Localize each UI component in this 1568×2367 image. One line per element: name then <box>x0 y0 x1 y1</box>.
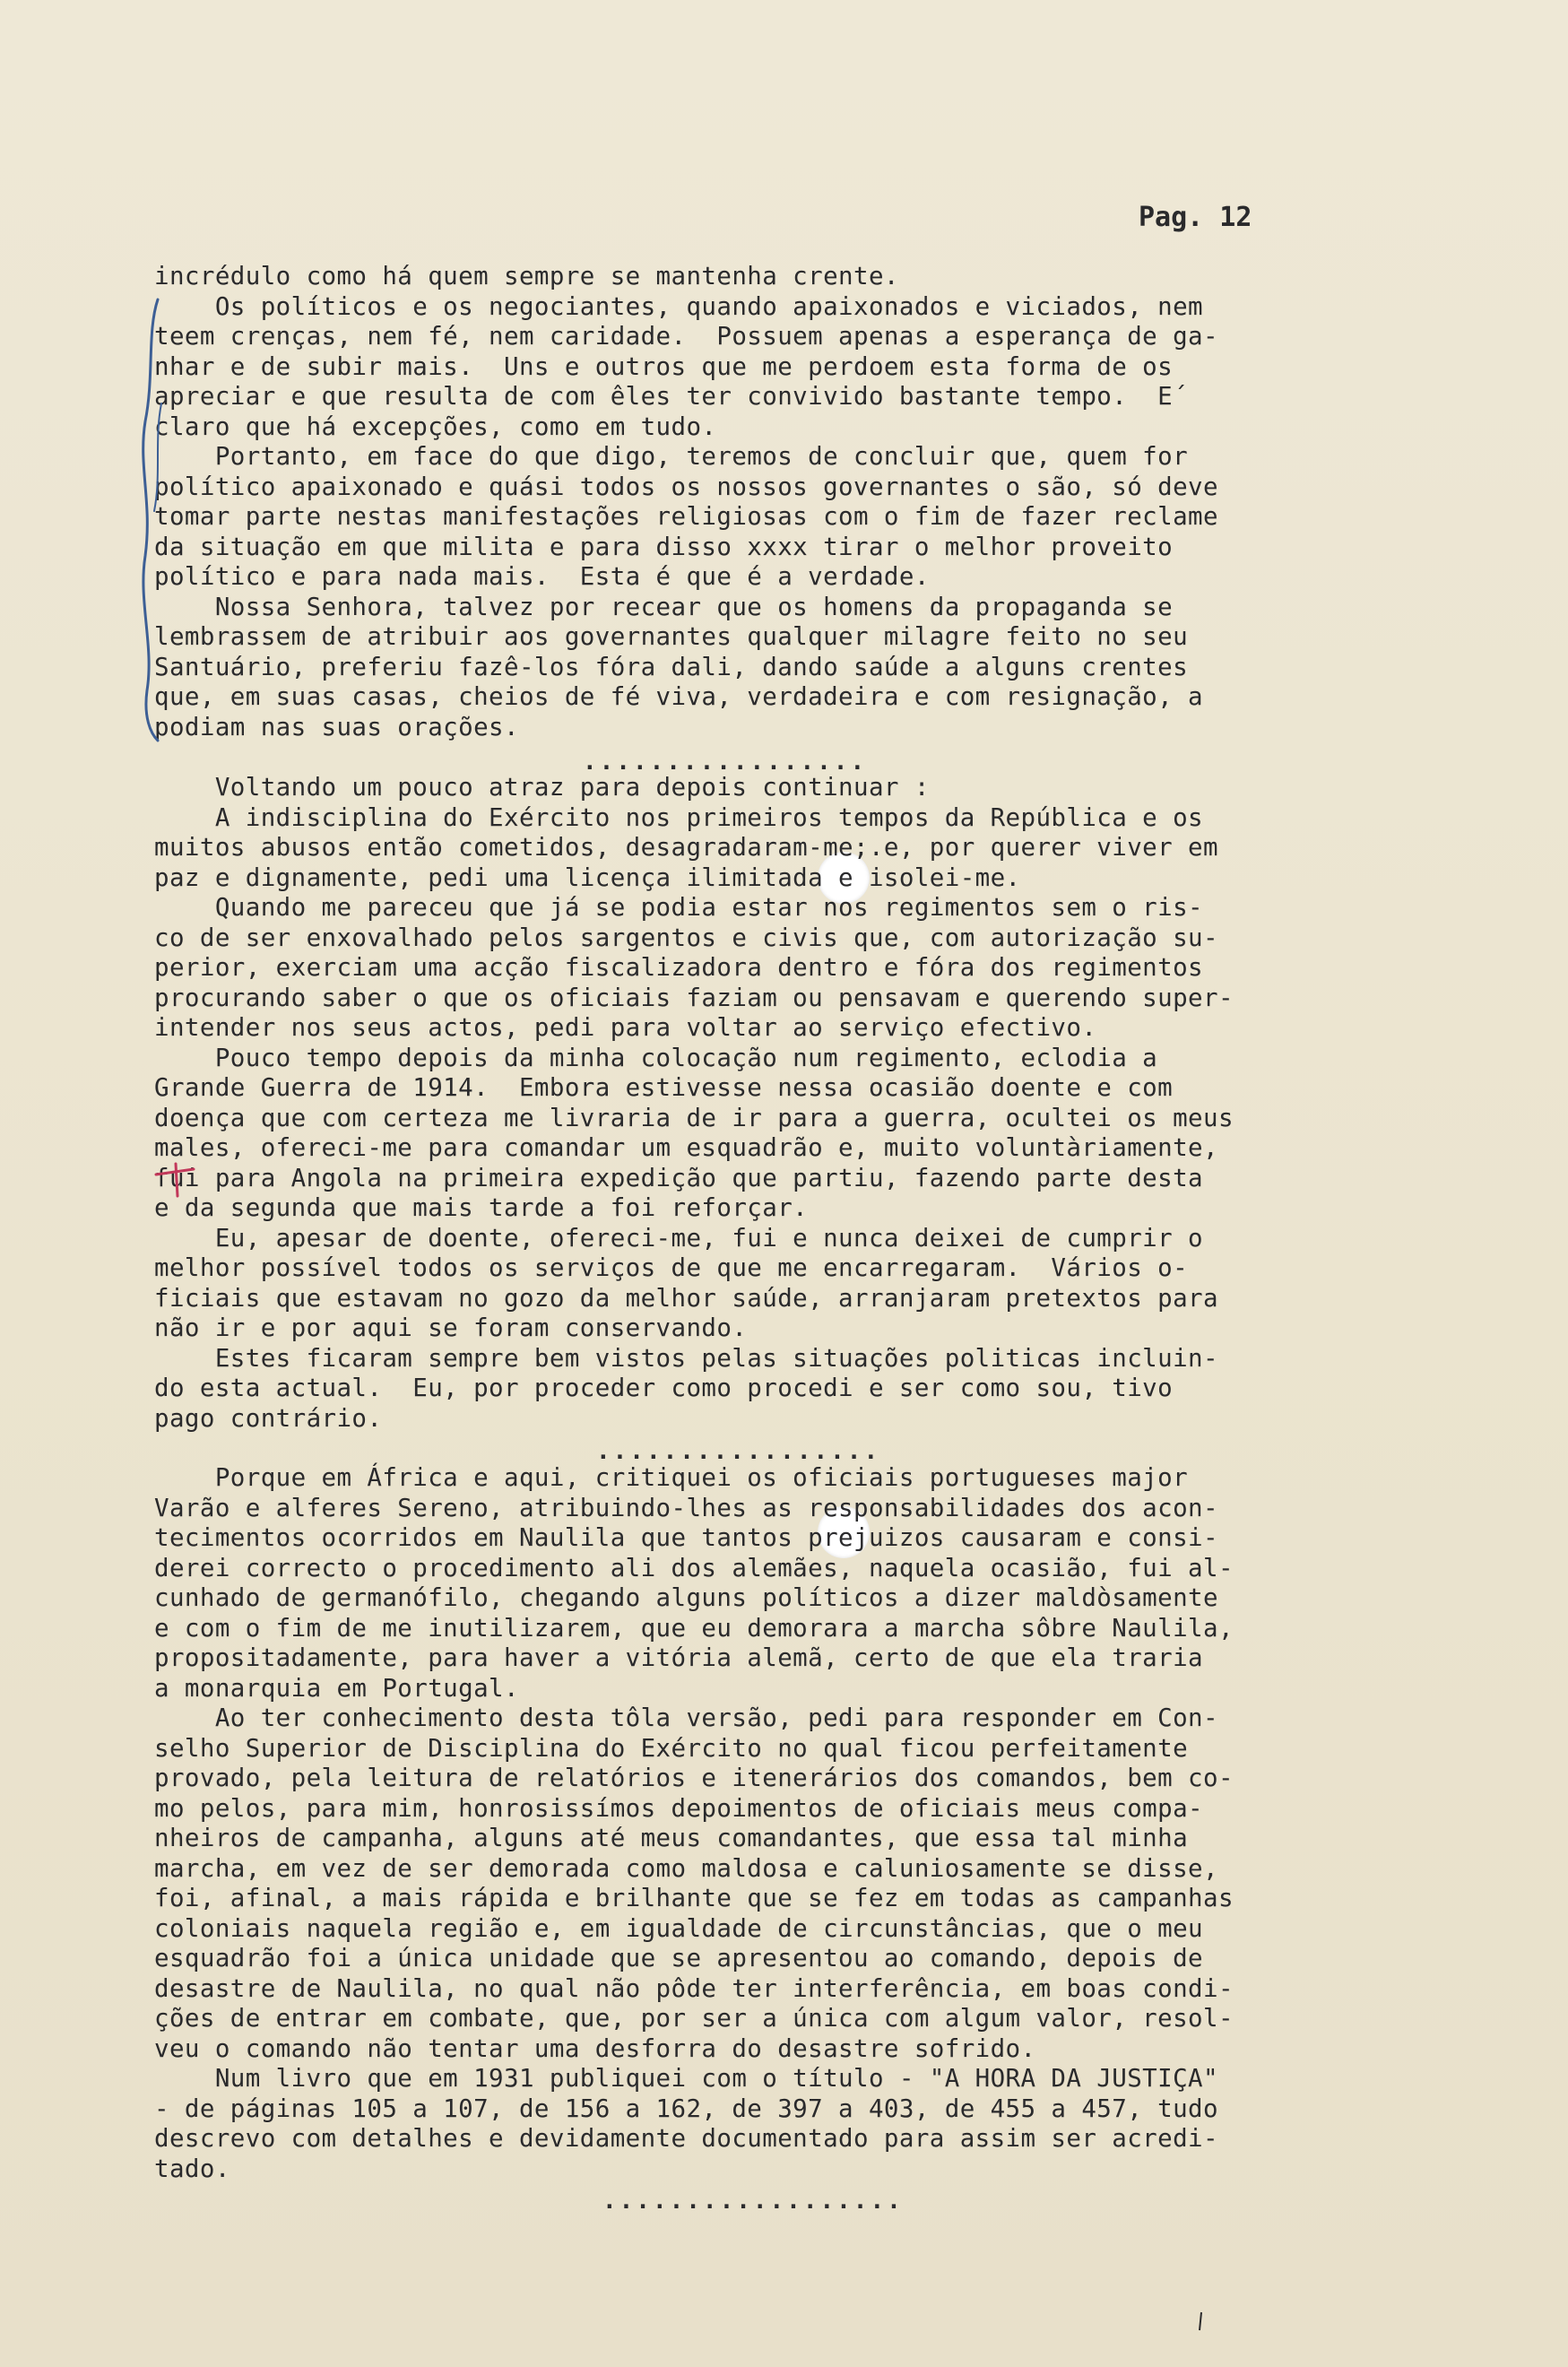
text-line: desastre de Naulila, no qual não pôde ter interferência, em boas condi- <box>154 1973 1234 2003</box>
text-line: propositadamente, para haver a vitória alemã, certo de que ela traria <box>154 1643 1203 1672</box>
text-line: Santuário, preferiu fazê-los fóra dali, dando saúde a alguns crentes <box>154 652 1189 681</box>
text-line: Varão e alferes Sereno, atribuindo-lhes as responsabilidades dos acon- <box>154 1493 1218 1522</box>
text-line: males, ofereci-me para comandar um esquadrão e, muito voluntàriamente, <box>154 1133 1218 1162</box>
red-pen-tick <box>151 1157 204 1201</box>
section-naulila <box>154 1463 1427 2184</box>
section-religion-politics <box>154 262 1427 742</box>
text-line: procurando saber o que os oficiais faziam ou pensavam e querendo super- <box>154 983 1234 1012</box>
separator-dots-2: ................. <box>596 1438 881 1465</box>
text-line: provado, pela leitura de relatórios e itenerários dos comandos, bem co- <box>154 1764 1234 1792</box>
text-line: Quando me pareceu que já se podia estar nos regimentos sem o ris- <box>154 893 1203 922</box>
text-line: veu o comando não tentar uma desforra do desastre sofrido. <box>154 2033 1036 2063</box>
text-line: doença que com certeza me livraria de ir para a guerra, ocultei os meus <box>154 1103 1234 1132</box>
text-line: Os políticos e os negociantes, quando apaixonados e viciados, nem <box>154 291 1203 321</box>
text-line: tado. <box>154 2154 230 2183</box>
text-line: Portanto, em face do que digo, teremos de concluir que, quem for <box>154 442 1189 471</box>
text-line: esquadrão foi a única unidade que se apresentou ao comando, depois de <box>154 1944 1203 1972</box>
text-line: Voltando um pouco atraz para depois continuar : <box>154 773 930 802</box>
text-line: fui para Angola na primeira expedição que partiu, fazendo parte desta <box>154 1163 1203 1192</box>
text-line: Eu, apesar de doente, ofereci-me, fui e nunca deixei de cumprir o <box>154 1223 1203 1253</box>
text-line: e com o fim de me inutilizarem, que eu demorara a marcha sôbre Naulila, <box>154 1613 1234 1643</box>
text-line: podiam nas suas orações. <box>154 712 519 741</box>
text-line: - de páginas 105 a 107, de 156 a 162, de 397 a 403, de 455 a 457, tudo <box>154 2094 1218 2123</box>
text-line: político e para nada mais. Esta é que é a verdade. <box>154 562 930 591</box>
text-line: apreciar e que resulta de com êles ter convivido bastante tempo. E´ <box>154 382 1189 411</box>
text-line: coloniais naquela região e, em igualdade de circunstâncias, que o meu <box>154 1913 1203 1943</box>
text-line: muitos abusos então cometidos, desagradaram-me;.e, por querer viver em <box>154 833 1218 862</box>
text-line: Pouco tempo depois da minha colocação num regimento, eclodia a <box>154 1043 1158 1072</box>
text-line: tecimentos ocorridos em Naulila que tantos prejuizos causaram e consi- <box>154 1523 1218 1552</box>
text-line: ficiais que estavam no gozo da melhor saúde, arranjaram pretextos para <box>154 1283 1218 1313</box>
text-line: descrevo com detalhes e devidamente documentado para assim ser acredi- <box>154 2124 1218 2153</box>
separator-dots-1: ................. <box>583 749 868 776</box>
text-line: melhor possível todos os serviços de que me encarregaram. Vários o- <box>154 1253 1189 1282</box>
text-line: selho Superior de Disciplina do Exército no qual ficou perfeitamente <box>154 1733 1189 1763</box>
text-line: não ir e por aqui se foram conservando. <box>154 1314 748 1342</box>
text-line: nhar e de subir mais. Uns e outros que me perdoem esta forma de os <box>154 351 1174 381</box>
section-army-service <box>154 773 1427 1434</box>
text-line: perior, exerciam uma acção fiscalizadora dentro e fóra dos regimentos <box>154 953 1203 982</box>
text-line: teem crenças, nem fé, nem caridade. Possuem apenas a esperança de ga- <box>154 322 1218 351</box>
text-line: da situação em que milita e para disso xxxx tirar o melhor proveito <box>154 532 1174 561</box>
text-line: Num livro que em 1931 publiquei com o título - "A HORA DA JUSTIÇA" <box>154 2064 1218 2093</box>
text-line: mo pelos, para mim, honrosissímos depoimentos de oficiais meus compa- <box>154 1793 1203 1823</box>
ink-speck <box>1192 2309 1210 2336</box>
text-line: foi, afinal, a mais rápida e brilhante que se fez em todas as campanhas <box>154 1884 1234 1912</box>
text-line: co de ser enxovalhado pelos sargentos e civis que, com autorização su- <box>154 923 1218 952</box>
text-line: que, em suas casas, cheios de fé viva, verdadeira e com resignação, a <box>154 682 1203 711</box>
text-line: lembrassem de atribuir aos governantes qualquer milagre feito no seu <box>154 622 1189 651</box>
text-line: A indisciplina do Exército nos primeiros tempos da República e os <box>154 802 1203 832</box>
text-line: incrédulo como há quem sempre se mantenha crente. <box>154 262 899 290</box>
text-line: ções de entrar em combate, que, por ser a única com algum valor, resol- <box>154 2004 1234 2033</box>
text-line: Estes ficaram sempre bem vistos pelas situações politicas incluin- <box>154 1343 1218 1373</box>
text-line: pago contrário. <box>154 1403 383 1433</box>
separator-dots-3: .................. <box>602 2188 904 2215</box>
text-line: marcha, em vez de ser demorada como maldosa e caluniosamente se disse, <box>154 1853 1218 1883</box>
text-line: nheiros de campanha, alguns até meus comandantes, que essa tal minha <box>154 1824 1189 1852</box>
text-line: do esta actual. Eu, por proceder como procedi e ser como sou, tivo <box>154 1374 1174 1402</box>
text-line: Nossa Senhora, talvez por recear que os homens da propaganda se <box>154 592 1174 621</box>
text-line: tomar parte nestas manifestações religiosas com o fim de fazer reclame <box>154 502 1218 531</box>
text-line: claro que há excepções, como em tudo. <box>154 412 717 441</box>
text-line: político apaixonado e quási todos os nossos governantes o são, só deve <box>154 472 1218 501</box>
text-line: Grande Guerra de 1914. Embora estivesse nessa ocasião doente e com <box>154 1073 1174 1102</box>
text-line: paz e dignamente, pedi uma licença ilimitada e isolei-me. <box>154 863 1021 892</box>
pencil-margin-bracket <box>134 296 170 744</box>
text-line: Ao ter conhecimento desta tôla versão, pedi para responder em Con- <box>154 1704 1218 1732</box>
page-number: Pag. 12 <box>1139 202 1252 233</box>
text-line: a monarquia em Portugal. <box>154 1673 519 1703</box>
text-line: e da segunda que mais tarde a foi reforçar. <box>154 1193 809 1222</box>
text-line: cunhado de germanófilo, chegando alguns políticos a dizer maldòsamente <box>154 1583 1218 1612</box>
text-line: derei correcto o procedimento ali dos alemães, naquela ocasião, fui al- <box>154 1553 1234 1582</box>
text-line: intender nos seus actos, pedi para voltar ao serviço efectivo. <box>154 1013 1097 1042</box>
text-line: Porque em África e aqui, critiquei os oficiais portugueses major <box>154 1463 1189 1492</box>
